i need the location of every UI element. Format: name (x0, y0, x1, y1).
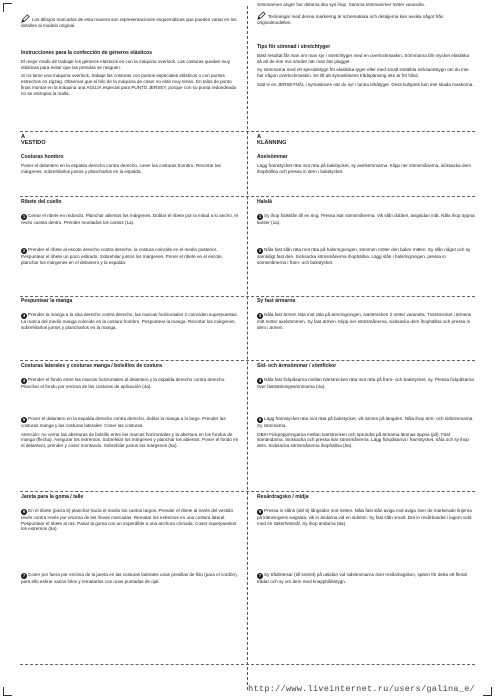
instruction-block (257, 298, 475, 305)
step-number: 5 (22, 417, 26, 422)
block-title: Halslå (257, 199, 273, 205)
instruction-block (21, 494, 239, 501)
instruction-step (21, 377, 239, 390)
section-divider (20, 296, 475, 297)
step-number: 3 (22, 313, 26, 318)
instruction-step (21, 312, 239, 330)
instruction-block (257, 494, 475, 501)
section-divider (20, 664, 475, 665)
instruction-block (257, 363, 475, 370)
step-text: Pressa in slåns (del 5) långsidor mot mitten. Nåla fast slån aviga mot aviga över de markerade linjerna på klänningens avigsida, vik in ändarna vid en sidsöm. Sy fast slån smalt. Dra in resårbandet i lagom vidd med en säkerhetsnål. Sy ihop ändarna (6a). (257, 508, 472, 526)
section-divider (20, 491, 475, 492)
step-text: Nåla fast slån räta mot räta på halsringningen, sömmen möter den bakre mitten. Sy slån något och sy samtidigt fast den. Sicksacka sömsmånerna ihophällna. Lägg slån i halsringningen, pressa in sömsmånerna i fram- och bakstycket. (257, 247, 471, 265)
step-note: OBS! Fickpöppningarna mellan tvärstrecken och sprundet på ärmarna lämnas öppna (pil). Fäst sömändarna. Sicksacka och pressa isär sömsmånerna. Lägg fickpåsarna i framstycket, nåla och sy ihop dem. Sicksacka sömsmånerna ihophällna (5a). (257, 431, 469, 449)
step-number: 2 (258, 248, 262, 253)
step-text: En el ribete (pieza 5) planchar hacia el medio los cantos largos. Prender el ribete al revés del vestido revés contra revés por encima de las líneas marcadas. Rematar los extremos en una costura lateral. Pespuntear el ribete al ras. Pasar la goma con un imperdible a una anchura cómoda. Coser superpuestos los extremos (6a). (21, 508, 237, 532)
step-text: Coser por fuera por encima de la jareta en las costuras laterales unas presillas de hilo (para el cordón), para ello estirar varios hilos y rematarlos con unas puntadas de ojal. (21, 572, 238, 584)
step-number: 1 (22, 214, 26, 219)
instruction-step (257, 377, 475, 390)
block-text: Lägg framstycket räta mot räta på bakstycket, sy axelsömmarna. Klipp ner sömsmånerna, sicksacka dem ihophällna och pressa in dem i bakstycket. (257, 163, 471, 174)
step-number: 7 (258, 573, 262, 578)
step-number: 4 (258, 378, 262, 383)
instruction-step (257, 312, 475, 330)
instruction-block (21, 154, 239, 174)
block-title: Ribete del cuello (21, 199, 62, 205)
step-number: 4 (22, 378, 26, 383)
elastic-paragraph: El mejor modo de trabajar los géneros elásticos es con la máquina overlock. Las costuras quedan muy elásticas para evitar que las prendas se rasguen. (21, 59, 231, 70)
pencil-icon (257, 11, 266, 20)
elastic-paragraph: Sy sömmarna med ett specialstygn för elastiska tyger eller med smalt inställda sicksackstygn om du inte har någon overlockmaskin. Se till att symaskinens trådspänning inte är för hård. (257, 67, 469, 79)
step-text: Nåla fast ärmen räta mot räta på ärmringningen, tvärstrecken 2 möter varandra. Tvärstrecket i ärmens mitt möter axelsömmen. Sy fast ärmen. Klipp ner sömsmånerna, sicksacka dem ihophällna och pressa in dem i ärmen. (257, 312, 472, 330)
section-divider (20, 131, 475, 132)
section-title: KLÄNNING (257, 140, 287, 146)
block-title: Sy fast ärmarna (257, 298, 296, 304)
section-letter: A (257, 134, 262, 140)
block-title: Resårdragsko / midja (257, 494, 309, 500)
step-note: Atención: no cerrar las aberturas de bolsillo entre las marcas horizontales y la abertura en los fondos de manga (flecha). Asegurar los extremos. Sobrehilar los márgenes y planchar los abiertos. Poner el fondo en el delantero, prender y coser montando. Sobrehilar juntos los márgenes (5a). (21, 431, 239, 449)
section-title: VESTIDO (21, 140, 46, 146)
elastic-paragraph: Bäst resultat får man om man syr i stretchtyger med en overlockmaskin. Sömmarna blir mycket elastiska så att de inte rivs sönder när man bär plagget. (257, 53, 470, 64)
elastic-paragraph: Sätt in en JERSEYNÅL i symaskinen när du syr i tunna trikåtyger. Dess kulspets kan inte skada maskorna. (257, 81, 474, 87)
step-text: Sy ihop halsslån till en ring. Pressa isär sömsmånerna. Vik slån dubbel, avigsidan inåt. Nåla ihop öppna kanter (1a). (257, 213, 475, 225)
elastic-instructions (257, 44, 475, 88)
section-divider (20, 360, 475, 361)
intro-tail-text: Sömmarnen anger hur delarna ska sys ihop. Samma sömnummer möter varandra. (257, 2, 425, 7)
instruction-block (257, 199, 475, 206)
intro-text: Teckningar med denna markering är schematiska och detaljerna kan avvika något från originalmodellen. (257, 13, 444, 25)
step-text: Sy trådtränsar (till snöret) på utsidan vid sidsömmarna över resårdragskon, spänn för detta ett flertal trådar och sy om dem med knapphålsstygn. (257, 572, 467, 584)
section-heading (21, 134, 239, 146)
step-number: 6 (22, 509, 26, 514)
intro-note (257, 2, 475, 25)
block-text: Poner el delantero en la espalda derecho contra derecho, coser las costuras hombro. Recortar los márgenes, sobrehilarlos juntos y plancharlos en la espalda. (21, 163, 221, 174)
instruction-step (257, 508, 475, 526)
instruction-block (21, 363, 239, 370)
step-text: Cerrar el ribete en redondo. Planchar abiertos los márgenes. Doblar el ribete por la mitad a lo ancho, el revés cuesta dentro. Prender montados los cantos (1a). (21, 213, 238, 225)
step-number: 3 (258, 313, 262, 318)
instruction-step (257, 213, 475, 226)
block-title: Costuras laterales y costuras manga / bolsillos de costura (21, 363, 162, 369)
section-divider (20, 196, 475, 197)
step-number: 7 (22, 573, 26, 578)
crop-mark-bottom-left (3, 687, 12, 696)
elastic-paragraph: Si no tiene una máquina overlock, trabaje las costuras con puntos especiales elásticos o con puntos estrechos en zigzag. Observar que el hilo de la máquina de coser no esté muy tenso. En telas de punto finas montar en la máquina una AGUJA especial para PUNTO JERSEY, porque con su punta redondeada no se estropea la malla. (21, 73, 237, 96)
elastic-title: Instrucciones para la confección de géneros elásticos (21, 50, 153, 56)
instruction-block (21, 199, 239, 206)
step-text: Poner el delantero en la espalda derecho contra derecho, doblar la manga a lo largo. Prender las costuras manga y las costuras laterales. Coser las costuras. (21, 416, 226, 428)
instruction-step (21, 508, 239, 532)
step-text: Prender la manga a la sisa derecho contra derecho, las marcas horizontales 2 coinciden superpuestas. La marca del medio manga coincide en la costura hombro. Pespuntear la manga. Recortar los márgenes, sobrehilarlos juntos y plancharlos en la manga. (21, 312, 238, 330)
block-title: Axelsömmar (257, 154, 288, 160)
section-heading (257, 134, 475, 146)
step-number: 2 (22, 248, 26, 253)
elastic-title: Tips för sömnad i stretchtyger (257, 44, 331, 50)
block-title: Jareta para la goma / talle (21, 494, 84, 500)
crop-mark-bottom-right (483, 687, 492, 696)
pencil-icon (21, 14, 30, 23)
block-title: Sid- och ärmsömmar / sömfickor (257, 363, 337, 369)
instruction-step (257, 247, 475, 265)
step-text: Prender el ribete al escote derecho contra derecho, la costura coincide en el medio posterior. Pespuntear el ribete un poco estirado. Sobrehilar juntos los márgenes. Poner el ribete en el escote, planchar los márgenes en el delantero y la espalda. (21, 247, 223, 265)
instruction-step (21, 213, 239, 226)
step-text: Nåla fast fickpåsarna mellan tvärstrecken räta mot räta på fram- och bakstycket, sy. Pressa fickpåsarna över fastsättningssömmarna (4a). (257, 377, 474, 389)
intro-note (21, 14, 239, 29)
section-letter: A (21, 134, 26, 140)
source-url-watermark: http://www.liveinternet.ru/users/galina_e/ (248, 684, 475, 694)
instruction-block (21, 298, 239, 305)
instruction-step (257, 416, 475, 449)
step-number: 1 (258, 214, 262, 219)
intro-text: Los dibujos marcados de esta manera son representaciones esquemáticas que pueden variar en los detalles al modelo original. (21, 17, 237, 28)
instruction-step (21, 247, 239, 265)
instruction-block (257, 154, 475, 174)
step-text: Lägg framstycket räta mot räta på bakstycket, vik ärmen på längden. Nåla ihop ärm- och sidsömmarna. Sy sömmarna. (257, 416, 474, 428)
block-title: Costuras hombro (21, 154, 64, 160)
step-number: 5 (258, 417, 262, 422)
step-text: Prender el fondo entre las marcas horizontales al delantero y la espalda derecho contra derecho. Planchar el fondo por encima de las costuras de aplicación (4a). (21, 377, 226, 389)
instruction-step (21, 572, 239, 585)
elastic-instructions (21, 50, 239, 96)
block-title: Pespuntear la manga (21, 298, 73, 304)
instruction-step (21, 416, 239, 449)
column-cut-line (247, 6, 248, 690)
instruction-step (257, 572, 475, 585)
step-number: 6 (258, 509, 262, 514)
crop-mark-top-left (3, 3, 12, 12)
